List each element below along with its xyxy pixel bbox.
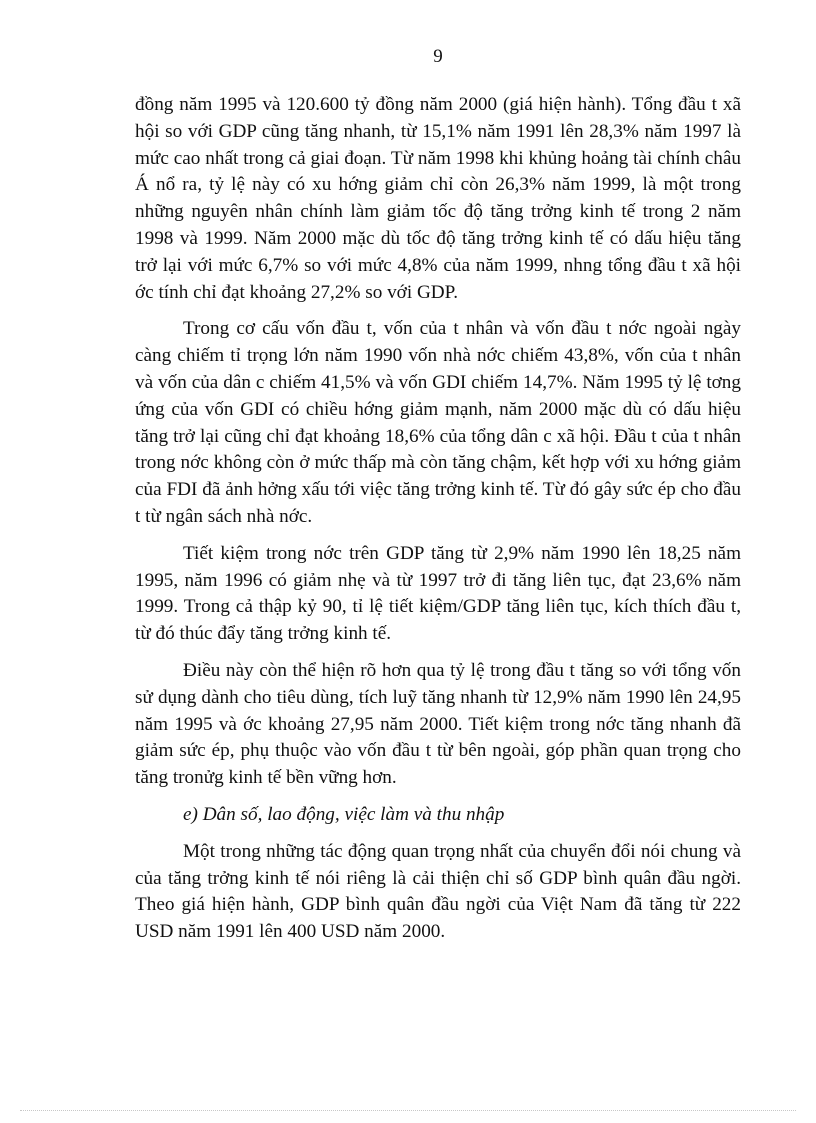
section-heading: e) Dân số, lao động, việc làm và thu nhập — [183, 803, 505, 825]
paragraph-investment-ratio: đồng năm 1995 và 120.600 tỷ đồng năm 2000 (giá hiện hành). Tổng đầu t xã hội so với GDP cũng tăng nhanh, từ 15,1% năm 1991 lên 28,3% năm 1997 là mức cao nhất trong cả giai đoạn. Từ năm 1998 khi khủng hoảng tài chính châu Á nổ ra, tỷ lệ này có xu hớng giảm chỉ còn 26,3% năm 1999, là một trong những nguyên nhân chính làm giảm tốc độ tăng trởng kinh tế trong 2 năm 1998 và 1999. Năm 2000 mặc dù tốc độ tăng trởng kinh tế có dấu hiệu tăng trở lại với mức 6,7% so với mức 4,8% của năm 1999, nhng tổng đầu t xã hội ớc tính chỉ đạt khoảng 27,2% so với GDP. — [135, 94, 741, 303]
page-bottom-divider — [20, 1110, 796, 1111]
paragraph-domestic-savings: Tiết kiệm trong nớc trên GDP tăng từ 2,9% năm 1990 lên 18,25 năm 1995, năm 1996 có giảm nhẹ và từ 1997 trở đi tăng liên tục, đạt 23,6% năm 1999. Trong cả thập kỷ 90, tỉ lệ tiết kiệm/GDP tăng liên tục, kích thích đầu t, từ đó thúc đẩy tăng trởng kinh tế. — [135, 542, 741, 645]
paragraph-accumulation: Điều này còn thể hiện rõ hơn qua tỷ lệ trong đầu t tăng so với tổng vốn sử dụng dành cho tiêu dùng, tích luỹ tăng nhanh từ 12,9% năm 1990 lên 24,95 năm 1995 và ớc khoảng 27,95 năm 2000. Tiết kiệm trong nớc tăng nhanh đã giảm sức ép, phụ thuộc vào vốn đầu t từ bên ngoài, góp phần quan trọng cho tăng tronửg kinh tế bền vững hơn. — [135, 659, 741, 789]
page-number: 9 — [433, 46, 443, 67]
paragraph-gdp-per-capita: Một trong những tác động quan trọng nhất của chuyển đổi nói chung và của tăng trởng kinh tế nói riêng là cải thiện chỉ số GDP bình quân đầu ngời. Theo giá hiện hành, GDP bình quân đầu ngời của Việt Nam đã tăng từ 222 USD năm 1991 lên 400 USD năm 2000. — [135, 840, 741, 943]
paragraph-capital-structure: Trong cơ cấu vốn đầu t, vốn của t nhân và vốn đầu t nớc ngoài ngày càng chiếm tỉ trọng lớn năm 1990 vốn nhà nớc chiếm 43,8%, vốn của t nhân và vốn của dân c chiếm 41,5% và vốn GDI chiếm 14,7%. Năm 1995 tỷ lệ tơng ứng của vốn GDI có chiều hớng giảm mạnh, năm 2000 mặc dù có dấu hiệu tăng trở lại cũng chỉ đạt khoảng 18,6% của tổng dân c xã hội. Đầu t của t nhân trong nớc không còn ở mức thấp mà còn tăng chậm, kết hợp với xu hớng giảm của FDI đã ảnh hởng xấu tới việc tăng trởng kinh tế. Từ đó gây sức ép cho đầu t từ ngân sách nhà nớc. — [135, 318, 741, 527]
document-body — [135, 92, 741, 956]
